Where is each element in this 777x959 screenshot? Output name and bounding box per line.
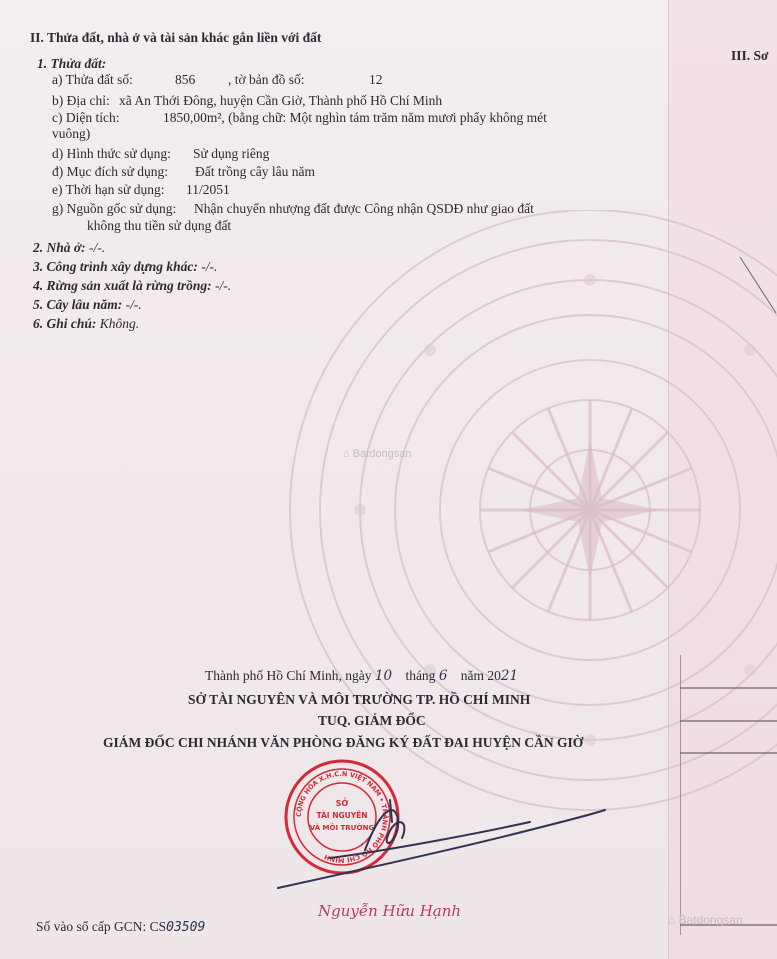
svg-text:VÀ MÔI TRƯỜNG: VÀ MÔI TRƯỜNG [309,824,375,832]
usage-purpose-value: Đất trồng cây lâu năm [195,164,315,179]
map-sheet-label: , tờ bản đồ số: [228,72,305,87]
home-icon: ⌂ [343,448,350,460]
svg-text:SỞ: SỞ [335,799,349,808]
item-label: 5. Cây lâu năm: [33,297,123,312]
agency-name: SỞ TÀI NGUYÊN VÀ MÔI TRƯỜNG TP. HỒ CHÍ MINH [188,692,531,707]
address-value: xã An Thới Đông, huyện Cần Giờ, Thành phố Hồ Chí Minh [119,93,443,108]
month-label: tháng [405,668,436,683]
watermark-text: Batdongsan [352,448,412,460]
registry-line [36,919,205,936]
place-date-prefix: Thành phố Hồ Chí Minh, ngày [205,668,372,683]
tuq-line: TUQ. GIÁM ĐỐC [318,713,426,728]
item-value: Không. [99,316,140,331]
signature [270,780,630,900]
registry-prefix: CS [149,919,167,934]
list-item [33,316,139,332]
year-suffix: 21 [500,668,519,684]
section-title: II. Thửa đất, nhà ở và tài sản khác gắn liền với đất [30,30,322,45]
day-value: 10 [374,668,393,684]
registry-number: 03509 [166,920,206,935]
svg-text:CỘNG HÒA X.H.C.N VIỆT NAM • TH: CỘNG HÒA X.H.C.N VIỆT NAM • THÀNH PHỐ HỒ CHÍ MINH [294,769,390,865]
item-value: -/-. [214,278,232,293]
right-page-diagram-line [738,255,777,315]
list-item [33,259,217,275]
list-item [33,278,231,294]
usage-purpose-label: đ) Mục đích sử dụng: [52,164,169,179]
watermark-text: Batdongsan [678,913,743,927]
item-value: -/-. [89,240,106,255]
usage-form-label: d) Hình thức sử dụng: [52,146,171,161]
svg-text:TÀI NGUYÊN: TÀI NGUYÊN [316,811,368,820]
watermark [343,448,411,460]
registry-label: Số vào sổ cấp GCN: [36,919,147,934]
area-label: c) Diện tích: [52,110,120,125]
usage-origin-value-line2: không thu tiền sử dụng đất [87,218,232,233]
usage-form-value: Sử dụng riêng [193,146,270,161]
parcel-number-label: a) Thửa đất số: [52,72,133,87]
usage-term-label: e) Thời hạn sử dụng: [52,182,165,197]
area-value-line2: vuông) [52,126,91,141]
usage-origin-value-line1: Nhận chuyển nhượng đất được Công nhận QSDĐ như giao đất [194,201,534,216]
list-item [33,297,142,313]
right-page-table-lines [680,655,777,935]
item-value: -/-. [201,259,218,274]
item-label: 3. Công trình xây dựng khác: [33,259,198,274]
year-label: năm 20 [460,668,501,683]
right-page-title: III. Sơ [731,48,769,63]
land-heading: 1. Thửa đất: [37,56,107,71]
item-label: 2. Nhà ở: [33,240,86,255]
parcel-number-value: 856 [175,72,196,87]
area-value-line1: 1850,00m², (bằng chữ: Một nghìn tám trăm năm mươi phẩy không mét [163,110,547,125]
address-label: b) Địa chỉ: [52,93,110,108]
list-item [33,240,105,256]
signer-name: Nguyễn Hữu Hạnh [318,902,462,920]
usage-term-value: 11/2051 [186,182,230,197]
item-label: 6. Ghi chú: [33,316,97,331]
place-date-line [205,668,518,684]
signer-title: GIÁM ĐỐC CHI NHÁNH VĂN PHÒNG ĐĂNG KÝ ĐẤT ĐAI HUYỆN CẦN GIỜ [103,735,584,750]
month-value: 6 [438,668,448,684]
item-label: 4. Rừng sản xuất là rừng trồng: [33,278,212,293]
item-value: -/-. [125,297,142,312]
home-icon: ⌂ [668,913,676,927]
watermark-corner [668,913,743,927]
map-sheet-value: 12 [369,72,383,87]
usage-origin-label: g) Nguồn gốc sử dụng: [52,201,177,216]
